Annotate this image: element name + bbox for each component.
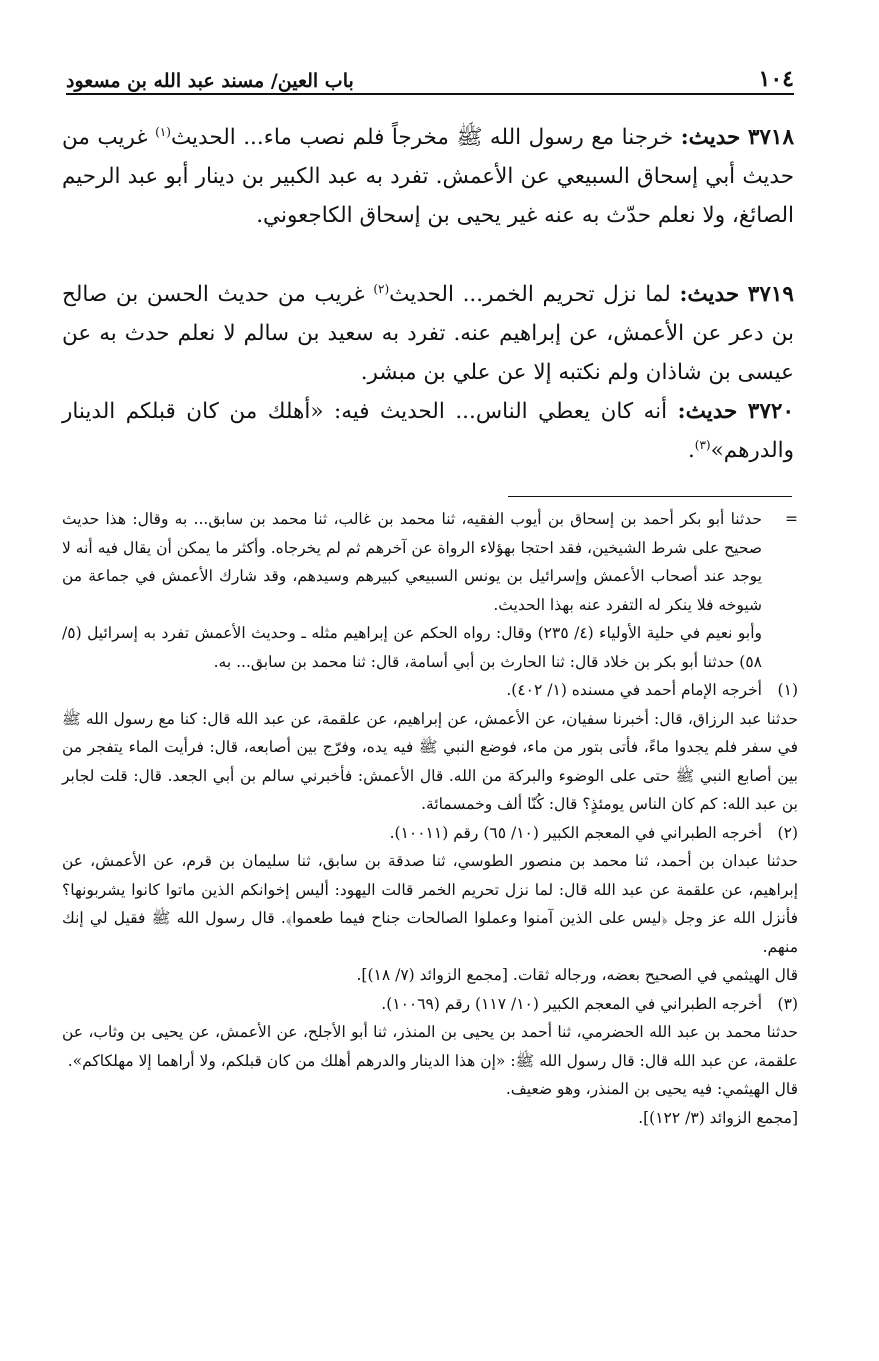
hadith-label: حديث:	[679, 282, 740, 307]
hadith-number: ٣٧٢٠	[747, 399, 794, 424]
header-rule	[66, 93, 794, 95]
hadith-3719	[62, 275, 794, 392]
footnote-2	[62, 819, 798, 990]
footnote-mark: (٣)	[777, 994, 798, 1013]
footnote-paragraph: قال الهيثمي في الصحيح بعضه، ورجاله ثقات. [مجمع الزوائد (٧/ ١٨)].	[356, 966, 798, 984]
footnote-paragraph: [مجمع الزوائد (٣/ ١٢٢)].	[638, 1108, 798, 1127]
footnote-ref: (٢)	[373, 281, 390, 296]
hadith-text: أنه كان يعطي الناس... الحديث فيه: «أهلك من كان قبلكم الدينار والدرهم»	[62, 399, 794, 463]
footnote-first-line	[62, 990, 798, 1019]
footnote-paragraph: حدثنا أبو بكر أحمد بن إسحاق بن أيوب الفقيه، ثنا محمد بن غالب، ثنا محمد بن سابق... به وقال: هذا حديث صحيح على شرط الشيخين، فقد احتجا بهؤلاء الرواة عن آخرهم ثم لم يخرجاه. وأكثر ما يمكن أن يقال فيه أنه لا يوجد عند أصحاب الأعمش وإسرائيل بن يونس السبيعي كبيرهم وسيدهم، وقد شارك الأعمش في جماعة من شيوخه فلا ينكر له التفرد عنه بهذا الحديث.	[62, 510, 762, 614]
footnote-source: أخرجه الطبراني في المعجم الكبير (١٠/ ٦٥) رقم (١٠٠١١).	[389, 823, 762, 842]
footnote-first-line	[62, 676, 798, 705]
hadith-commentary: غريب من حديث الحسن بن صالح بن دعر عن الأعمش، عن إبراهيم عنه. تفرد به سعيد بن سالم لا نعلم حدث به عن عيسى بن شاذان ولم نكتبه إلا عن علي بن مبشر.	[62, 282, 794, 385]
footnote-paragraph: حدثنا عبدان بن أحمد، ثنا محمد بن منصور الطوسي، ثنا صدقة بن سابق، ثنا سليمان بن قرم، عن الأعمش، عن إبراهيم، عن علقمة عن عبد الله قال: لما نزل تحريم الخمر قالت اليهود: أليس إخوانكم الذين ماتوا كانوا يشربونها؟ فأنزل الله عز وجل ﴿ليس على الذين آمنوا وعملوا الصالحات جناح فيما طعموا﴾. قال رسول الله ﷺ فقيل لي إنك منهم.	[62, 852, 798, 956]
footnotes	[62, 505, 798, 1132]
footnote-source: أخرجه الإمام أحمد في مسنده (١/ ٤٠٢).	[506, 681, 762, 699]
hadith-text: لما نزل تحريم الخمر... الحديث	[389, 282, 671, 307]
hadith-text: خرجنا مع رسول الله ﷺ مخرجاً فلم نصب ماء... الحديث	[170, 125, 674, 150]
footnote-ref: (١)	[155, 124, 171, 139]
hadith-number: ٣٧١٩	[747, 282, 794, 307]
footnote-1	[62, 676, 798, 819]
running-title: باب العين/ مسند عبد الله بن مسعود	[66, 70, 354, 92]
hadith-3720	[62, 392, 794, 470]
hadith-commentary: غريب من حديث أبي إسحاق السبيعي عن الأعمش. تفرد به عبد الكبير بن دينار أبو عبد الرحيم الصائغ، ولا نعلم حدّث به عنه غير يحيى بن إسحاق الكاجعوني.	[62, 125, 794, 228]
hadith-number: ٣٧١٨	[747, 125, 795, 150]
hadith-label: حديث:	[680, 125, 741, 150]
footnote-paragraph: وأبو نعيم في حلية الأولياء (٤/ ٢٣٥) وقال: رواه الحكم عن إبراهيم مثله ـ وحديث الأعمش تفرد به إسرائيل (٥/ ٥٨) حدثنا أبو بكر بن خلاد قال: ثنا الحارث بن أبي أسامة، قال: ثنا محمد بن سابق... به.	[62, 624, 762, 671]
hadith-label: حديث:	[677, 399, 738, 424]
footnote-first-line	[62, 819, 798, 848]
footnote-paragraph: حدثنا عبد الرزاق، قال: أخبرنا سفيان، عن الأعمش، عن إبراهيم، عن علقمة، عن عبد الله قال: كنا مع رسول الله ﷺ في سفر فلم يجدوا ماءً، فأتى بتور من ماء، فوضع النبي ﷺ فيه يده، وفرّج بين أصابعه، قال: فرأيت الماء يتفجر من بين أصابع النبي ﷺ حتى على الوضوء والبركة من الله. قال الأعمش: فأخبرني سالم بن أبي الجعد. قال: قلت لجابر بن عبد الله: كم كان الناس يومئذٍ؟ قال: كُنّا ألف وخمسمائة.	[62, 709, 798, 813]
footnote-paragraph: قال الهيثمي: فيه يحيى بن المنذر، وهو ضعيف.	[505, 1080, 798, 1098]
hadith-commentary: .	[687, 438, 695, 463]
hadith-3718	[62, 118, 794, 235]
running-header	[66, 48, 794, 92]
footnote-3	[62, 990, 798, 1133]
footnote-mark: (٢)	[777, 823, 798, 842]
footnote-source: أخرجه الطبراني في المعجم الكبير (١٠/ ١١٧) رقم (١٠٠٦٩).	[381, 994, 762, 1013]
footnote-mark: (١)	[777, 681, 798, 699]
footnote-separator	[508, 496, 792, 497]
continuation-mark: =	[785, 510, 798, 528]
footnote-continuation	[62, 505, 798, 676]
page-number: ١٠٤	[758, 66, 794, 92]
footnote-paragraph: حدثنا محمد بن عبد الله الحضرمي، ثنا أحمد بن يحيى بن المنذر، ثنا أبو الأجلح، عن الأعمش، عن يحيى بن وثاب، عن علقمة، عن عبد الله قال: قال رسول الله ﷺ: «إن هذا الدينار والدرهم أهلك من كان قبلكم، ولا أراهما إلا مهلكاكم».	[62, 1023, 798, 1070]
footnote-ref: (٣)	[694, 437, 711, 452]
